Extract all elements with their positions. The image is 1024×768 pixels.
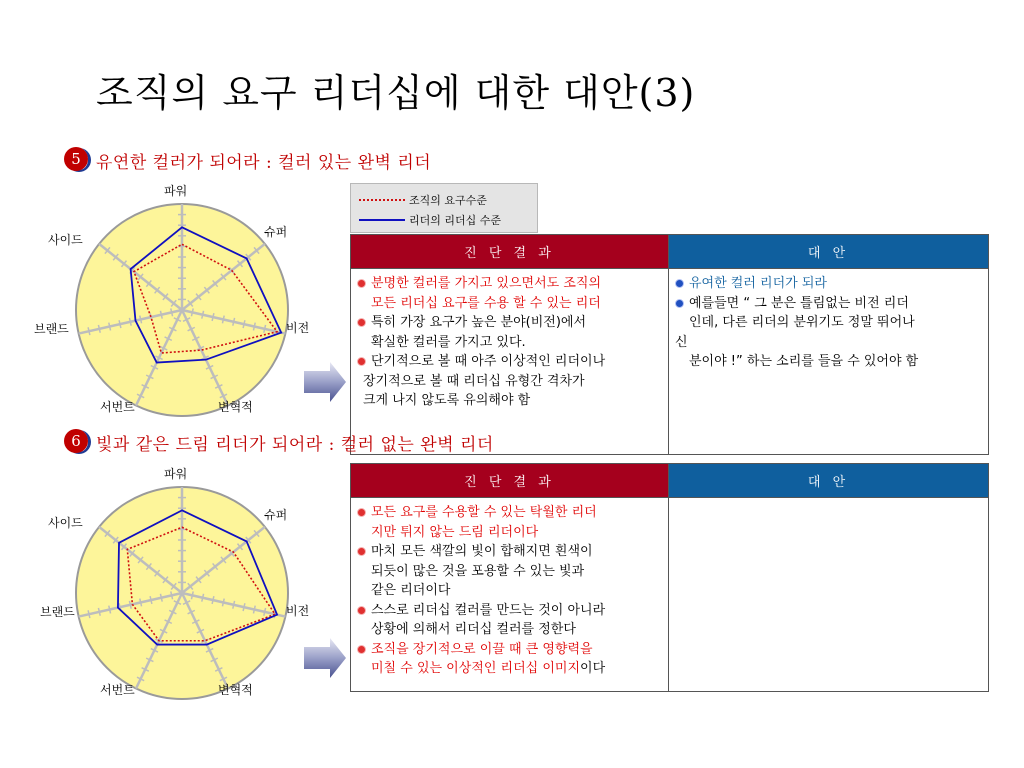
bullet-icon bbox=[358, 358, 365, 365]
axis-label-servant: 서번트 bbox=[100, 400, 135, 414]
bullet-icon bbox=[676, 300, 683, 307]
diagnosis-table-6 bbox=[350, 463, 989, 692]
alternative-cell bbox=[669, 498, 989, 692]
bullet-icon bbox=[358, 509, 365, 516]
list-item: 단기적으로 볼 때 아주 이상적인 리더이나 장기적으로 볼 때 리더십 유형간 격차가 크게 나지 않도록 유의해야 함 bbox=[357, 352, 662, 411]
col-header-alternative: 대 안 bbox=[669, 235, 989, 269]
list-item: 특히 가장 요구가 높은 분야(비전)에서 확실한 컬러를 가지고 있다. bbox=[357, 313, 662, 352]
section-number-badge bbox=[64, 147, 90, 173]
section-number-badge bbox=[64, 429, 90, 455]
legend-dotted-line bbox=[359, 199, 405, 201]
axis-label-side: 사이드 bbox=[48, 233, 83, 247]
axis-label-brand: 브랜드 bbox=[40, 605, 75, 619]
section-5-heading bbox=[64, 146, 431, 174]
col-header-diagnosis: 진 단 결 과 bbox=[351, 235, 669, 269]
bullet-icon bbox=[358, 646, 365, 653]
legend-item-leader bbox=[359, 212, 501, 228]
list-item: 분명한 컬러를 가지고 있으면서도 조직의 모든 리더십 요구를 수용 할 수 있는 리더 bbox=[357, 274, 662, 313]
bullet-icon bbox=[358, 548, 365, 555]
diagnosis-cell bbox=[351, 498, 669, 692]
axis-label-brand: 브랜드 bbox=[34, 322, 69, 336]
alternative-cell bbox=[669, 269, 989, 455]
radar-chart-svg bbox=[30, 180, 330, 430]
col-header-alternative: 대 안 bbox=[669, 464, 989, 498]
list-item: 마치 모든 색깔의 빛이 합해지면 흰색이 되듯이 많은 것을 포용할 수 있는 빛과 같은 리더이다 bbox=[357, 542, 662, 601]
bullet-icon bbox=[676, 280, 683, 287]
section-6-heading bbox=[64, 428, 494, 456]
arrow-right-icon bbox=[304, 362, 346, 402]
axis-label-power: 파워 bbox=[164, 467, 188, 481]
legend-label-required: 조직의 요구수준 bbox=[409, 194, 487, 207]
section-number: 6 bbox=[64, 429, 88, 453]
chart-legend bbox=[350, 183, 538, 233]
diagnosis-table-5 bbox=[350, 234, 989, 455]
list-item: 유여한 컬러 리더가 되라 bbox=[675, 274, 982, 294]
radar-chart-svg bbox=[30, 463, 330, 713]
legend-label-leader: 리더의 리더십 수준 bbox=[409, 214, 502, 227]
axis-label-transformational: 변혁적 bbox=[218, 683, 253, 697]
axis-label-side: 사이드 bbox=[48, 516, 83, 530]
section-6-title: 빛과 같은 드림 리더가 되어라 : 컬러 없는 완벽 리더 bbox=[96, 434, 494, 455]
axis-label-vision: 비전 bbox=[286, 604, 310, 618]
section-5-title: 유연한 컬러가 되어라 : 컬러 있는 완벽 리더 bbox=[96, 152, 432, 173]
bullet-icon bbox=[358, 319, 365, 326]
legend-solid-line bbox=[359, 219, 405, 221]
list-item: 모든 요구를 수용할 수 있는 탁월한 리더 지만 튀지 않는 드림 리더이다 bbox=[357, 503, 662, 542]
axis-label-super: 슈퍼 bbox=[264, 508, 288, 522]
page-title: 조직의 요구 리더십에 대한 대안(3) bbox=[96, 71, 696, 115]
list-item: 스스로 리더십 컬러를 만드는 것이 아니라 상황에 의해서 리더십 컬러를 정한다 bbox=[357, 601, 662, 640]
axis-label-transformational: 변혁적 bbox=[218, 400, 253, 414]
section-number: 5 bbox=[64, 147, 88, 171]
diagnosis-cell bbox=[351, 269, 669, 455]
radar-chart-6 bbox=[30, 463, 330, 713]
col-header-diagnosis: 진 단 결 과 bbox=[351, 464, 669, 498]
bullet-icon bbox=[358, 280, 365, 287]
bullet-icon bbox=[358, 607, 365, 614]
axis-label-power: 파워 bbox=[164, 184, 188, 198]
axis-label-servant: 서번트 bbox=[100, 683, 135, 697]
legend-item-required bbox=[359, 192, 487, 208]
axis-label-super: 슈퍼 bbox=[264, 225, 288, 239]
list-item: 예를들면 “ 그 분은 틀림없는 비전 리더 인데, 다른 리더의 분위기도 정말 뛰어나 신 분이야 !” 하는 소리를 들을 수 있어야 함 bbox=[675, 295, 919, 369]
axis-label-vision: 비전 bbox=[286, 321, 310, 335]
radar-chart-5 bbox=[30, 180, 330, 430]
arrow-right-icon bbox=[304, 638, 346, 678]
list-item: 조직을 장기적으로 이끌 때 큰 영향력을 미칠 수 있는 이상적인 리더십 이미지이다 bbox=[357, 640, 662, 679]
